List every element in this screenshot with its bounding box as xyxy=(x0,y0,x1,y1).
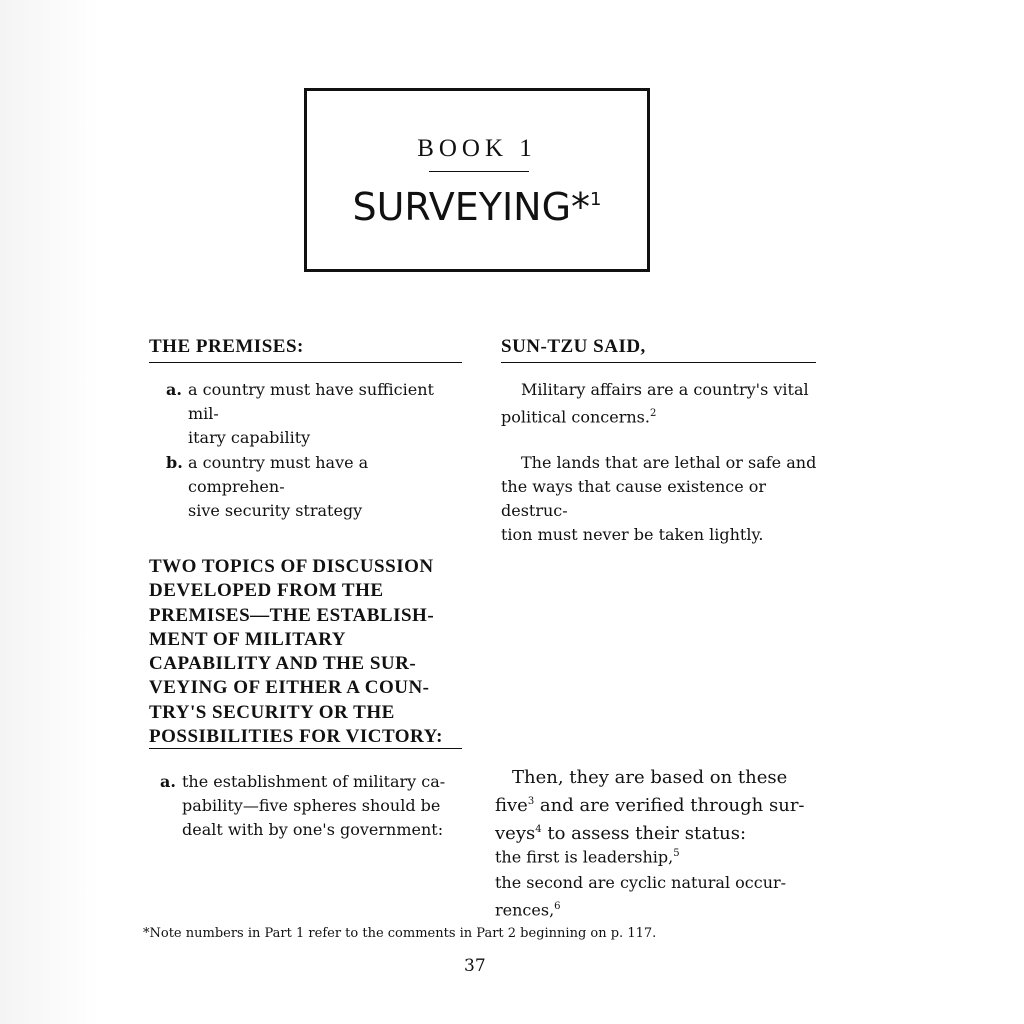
premise-a-text xyxy=(188,378,466,450)
page-shadow xyxy=(0,0,100,1024)
topics-heading-line: TRY'S SECURITY OR THE xyxy=(149,701,395,723)
premise-b xyxy=(166,451,466,520)
topic-a xyxy=(160,770,460,844)
second-item-line2-text: rences, xyxy=(495,900,555,920)
premise-b-line1: a country must have a comprehen- xyxy=(188,453,369,496)
book-title-text: SURVEYING* xyxy=(352,185,591,229)
first-item xyxy=(495,842,825,869)
topics-heading-line: PREMISES—THE ESTABLISH- xyxy=(149,604,435,626)
topics-heading-line: POSSIBILITIES FOR VICTORY: xyxy=(149,726,443,748)
topics-heading-line: CAPABILITY AND THE SUR- xyxy=(149,653,417,675)
page-number: 37 xyxy=(464,956,486,976)
paragraph-2-line3: tion must never be taken lightly. xyxy=(501,525,764,544)
topics-rule xyxy=(149,748,462,749)
sun-tzu-heading: SUN-TZU SAID, xyxy=(501,336,646,357)
book-label: BOOK 1 xyxy=(417,135,537,162)
paragraph-1-line2 xyxy=(501,402,821,429)
paragraph-3-line3-a: veys xyxy=(495,823,536,844)
title-box xyxy=(304,88,650,272)
paragraph-1 xyxy=(501,378,821,429)
note-4: 4 xyxy=(535,824,542,835)
note-5: 5 xyxy=(673,848,680,859)
second-item-line2 xyxy=(495,895,825,922)
topic-a-line1: the establishment of military ca- xyxy=(182,772,446,791)
note-6: 6 xyxy=(554,901,561,913)
paragraph-3-line3-b: to assess their status: xyxy=(541,823,747,844)
topic-a-text xyxy=(182,770,445,842)
paragraph-1-line2-text: political concerns. xyxy=(501,407,650,427)
topics-heading xyxy=(149,555,443,749)
note-3: 3 xyxy=(527,796,535,807)
topics-heading-line: DEVELOPED FROM THE xyxy=(149,580,384,602)
first-item-text: the first is leadership, xyxy=(495,847,674,867)
premises-heading: THE PREMISES: xyxy=(149,336,304,357)
paragraph-3 xyxy=(495,766,825,846)
title-divider xyxy=(429,171,529,172)
topics-heading-line: MENT OF MILITARY xyxy=(149,628,346,650)
paragraph-3-line2-b: and are verified through sur- xyxy=(534,795,805,816)
premise-a-label: a. xyxy=(166,380,182,399)
paragraph-4 xyxy=(495,842,825,923)
premises-rule xyxy=(149,362,462,363)
premise-b-label: b. xyxy=(166,453,183,472)
paragraph-1-line1: Military affairs are a country's vital xyxy=(521,380,809,399)
paragraph-2-line2: the ways that cause existence or destruc- xyxy=(501,477,767,520)
paragraph-3-line2 xyxy=(495,790,825,818)
paragraph-2-line1: The lands that are lethal or safe and xyxy=(521,453,817,472)
premise-a xyxy=(166,378,466,447)
topic-a-line2: pability—five spheres should be xyxy=(182,796,441,815)
premise-a-line2: itary capability xyxy=(188,428,311,447)
sun-tzu-rule xyxy=(501,362,816,363)
paragraph-3-line1: Then, they are based on these xyxy=(512,767,788,788)
topics-heading-line: TWO TOPICS OF DISCUSSION xyxy=(149,556,434,577)
topic-a-label: a. xyxy=(160,772,176,791)
premise-b-text xyxy=(188,451,466,523)
footnote: *Note numbers in Part 1 refer to the comments in Part 2 beginning on p. 117. xyxy=(143,926,657,941)
premise-b-line2: sive security strategy xyxy=(188,501,363,520)
topics-heading-line: VEYING OF EITHER A COUN- xyxy=(149,677,430,699)
book-title xyxy=(307,185,647,229)
paragraph-2 xyxy=(501,451,821,547)
paragraph-3-line2-a: five xyxy=(495,795,528,816)
topic-a-line3: dealt with by one's government: xyxy=(182,820,444,839)
note-2: 2 xyxy=(649,408,657,419)
second-item-line1: the second are cyclic natural occur- xyxy=(495,873,787,893)
premise-a-line1: a country must have sufficient mil- xyxy=(188,380,434,423)
book-title-note: 1 xyxy=(590,189,602,210)
